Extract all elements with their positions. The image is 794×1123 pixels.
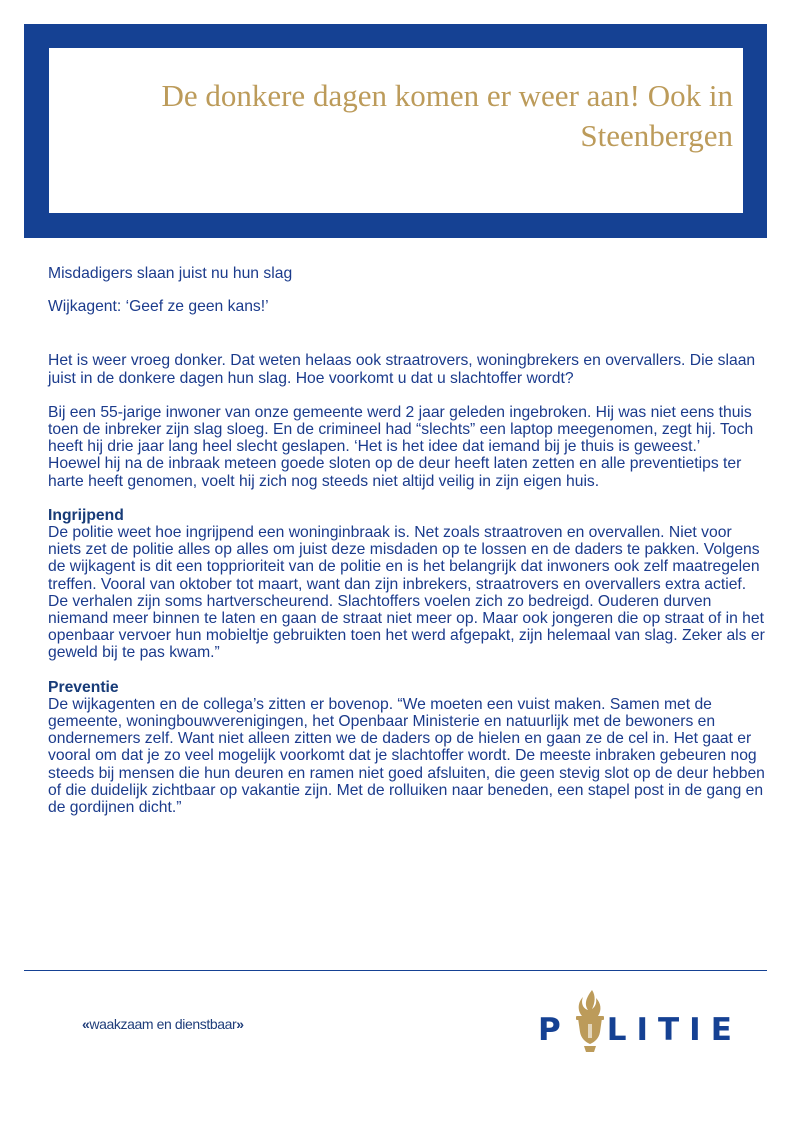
article-paragraph-2: Hoewel hij na de inbraak meteen goede sloten op de deur heeft laten zetten en alle preventietips ter harte heeft genomen, voelt hij zich nog steeds niet altijd veilig in zijn eigen huis. xyxy=(48,455,742,490)
politie-logo xyxy=(538,988,742,1058)
section-heading-preventie: Preventie xyxy=(48,678,119,696)
page-title: De donkere dagen komen er weer aan! Ook in Steenbergen xyxy=(161,78,733,153)
tagline-close-quote: » xyxy=(236,1016,244,1032)
article-body xyxy=(48,265,768,816)
article-subtitle-2: Wijkagent: ‘Geef ze geen kans!’ xyxy=(48,298,269,316)
header-inner-panel xyxy=(49,48,743,213)
tagline-open-quote: « xyxy=(82,1016,90,1032)
footer-tagline xyxy=(82,1016,244,1032)
logo-letters-litie: LITIE xyxy=(606,1012,742,1048)
politie-emblem-icon xyxy=(568,988,612,1056)
article-subtitle-1: Misdadigers slaan juist nu hun slag xyxy=(48,265,293,282)
section-text-preventie: De wijkagenten en de collega’s zitten er bovenop. “We moeten een vuist maken. Samen met de gemeente, woningbouwverenigingen, het Openbaar Ministerie en natuurlijk met de bewoners en ondernemers zelf. Want niet alleen zitten we de daders op de hielen en gaan ze de cel in. Het gaat er vooral om dat je zo veel mogelijk voorkomt dat je slachtoffer wordt. De meeste inbraken gebeuren nog steeds bij mensen die hun deuren en ramen niet goed afsluiten, die geen stevig slot op de deur hebben of die duidelijk zichtbaar op vakantie zijn. Met de rolluiken naar beneden, een stapel post in de gang en de gordijnen dicht.” xyxy=(48,695,765,817)
footer-divider xyxy=(24,970,767,971)
section-heading-ingrijpend: Ingrijpend xyxy=(48,506,124,524)
tagline-text: waakzaam en dienstbaar xyxy=(89,1016,237,1032)
section-text-ingrijpend: De politie weet hoe ingrijpend een woninginbraak is. Net zoals straatroven en overvallen. Niet voor niets zet de politie alles op alles om juist deze misdaden op te lossen en de daders te pakken. Volgens de wijkagent is dit een topprioriteit van de politie en is het belangrijk dat inwoners ook zelf maatregelen treffen. Vooral van oktober tot maart, want dan zijn inbrekers, straatrovers en overvallers extra actief. De verhalen zijn soms hartverscheurend. Slachtoffers voelen zich zo bedreigd. Ouderen durven niemand meer binnen te laten en gaan de straat niet meer op. Maar ook jongeren die op straat of in het openbaar vervoer hun mobieltje gebruikten toen het werd afgepakt, zijn helemaal van slag. Zeker als er geweld bij te pas kwam.” xyxy=(48,524,765,662)
header-banner xyxy=(24,24,767,238)
article-paragraph-1: Bij een 55-jarige inwoner van onze gemeente werd 2 jaar geleden ingebroken. Hij was niet eens thuis toen de inbreker zijn slag sloeg. En de crimineel had “slechts” een laptop meegenomen, zegt hij. Toch heeft hij drie jaar lang heel slecht geslapen. ‘Het is het idee dat iemand bij je thuis is geweest.’ xyxy=(48,403,754,456)
logo-letters-p: P xyxy=(538,1012,571,1048)
article-intro: Het is weer vroeg donker. Dat weten helaas ook straatrovers, woningbrekers en overvallers. Die slaan juist in de donkere dagen hun slag. Hoe voorkomt u dat u slachtoffer wordt? xyxy=(48,352,756,387)
